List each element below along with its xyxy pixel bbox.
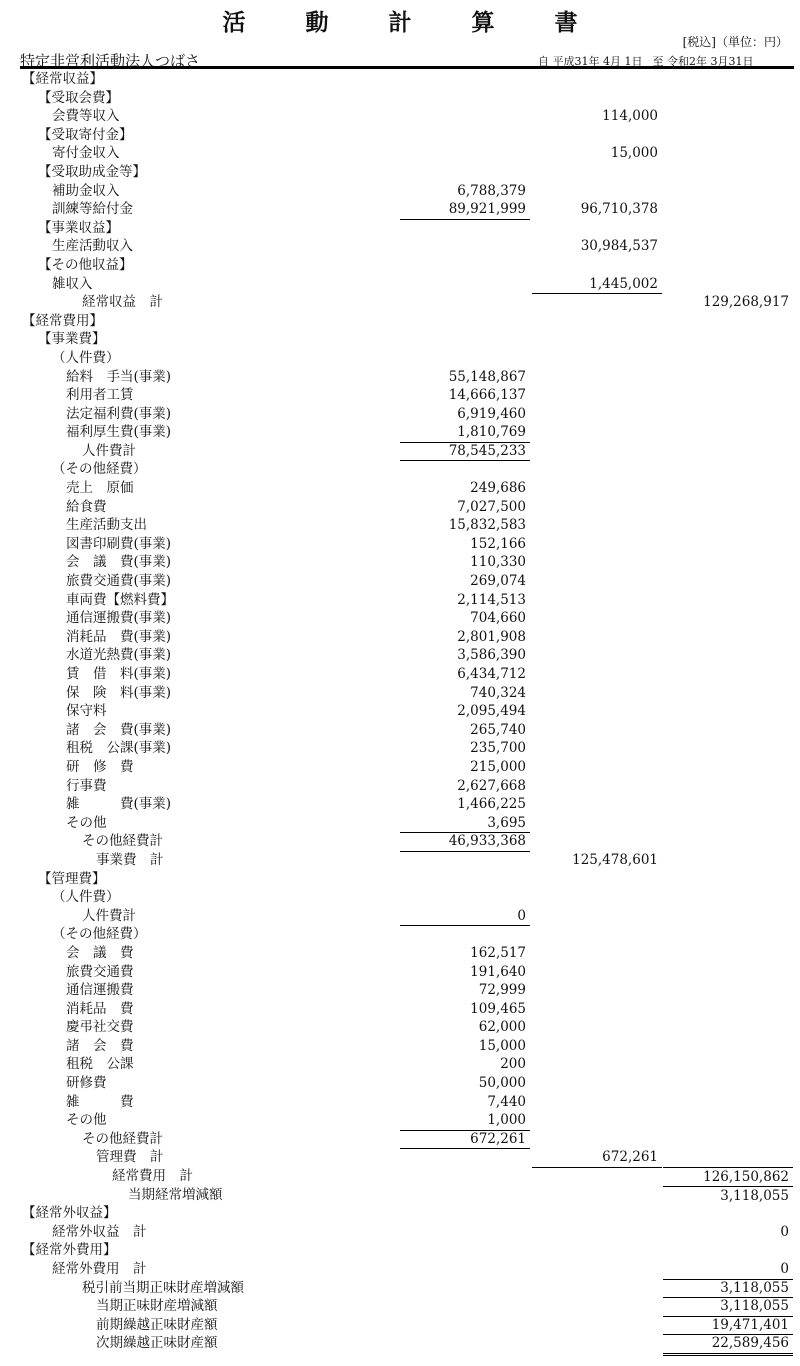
amount-c1: 269,074 — [470, 573, 526, 590]
table-row — [0, 1297, 800, 1316]
table-row — [0, 442, 800, 461]
table-row — [0, 535, 800, 554]
table-row — [0, 144, 800, 163]
table-row — [0, 126, 800, 145]
row-label: 旅費交通費 — [66, 963, 134, 980]
table-row — [0, 1186, 800, 1205]
amount-c1: 162,517 — [470, 944, 526, 961]
row-label: 利用者工賃 — [66, 387, 134, 404]
period-to: 至 令和2年 3月31日 — [652, 55, 754, 68]
row-label: 福利厚生費(事業) — [66, 424, 172, 441]
table-row — [0, 832, 800, 851]
amount-c1: 109,465 — [470, 1000, 526, 1017]
amount-c1: 2,801,908 — [457, 628, 526, 645]
table-row — [0, 777, 800, 796]
amount-c1: 15,832,583 — [448, 517, 526, 534]
row-label: 会 議 費(事業) — [66, 554, 172, 571]
table-row — [0, 758, 800, 777]
table-row — [0, 498, 800, 517]
amount-c3: 129,268,917 — [703, 294, 789, 311]
amount-c1: 72,999 — [478, 982, 526, 999]
row-label: 会費等収入 — [52, 108, 120, 125]
row-label: 訓練等給付金 — [52, 201, 133, 218]
row-label: 生産活動支出 — [66, 517, 147, 534]
row-label: 寄付金収入 — [52, 145, 120, 162]
amount-c3: 3,118,055 — [663, 1279, 793, 1299]
amount-c1: 704,660 — [470, 610, 526, 627]
table-row — [0, 721, 800, 740]
table-row — [0, 814, 800, 833]
amount-c1: 6,919,460 — [457, 405, 526, 422]
amount-c3: 19,471,401 — [663, 1316, 793, 1336]
amount-c3: 126,150,862 — [663, 1167, 793, 1187]
row-label: 給料 手当(事業) — [66, 368, 172, 385]
table-row — [0, 275, 800, 294]
table-row — [0, 870, 800, 889]
row-label: 当期正味財産増減額 — [96, 1298, 218, 1315]
table-row — [0, 256, 800, 275]
amount-c1: 0 — [400, 907, 530, 927]
table-row — [0, 684, 800, 703]
row-label: 研修費 — [66, 1075, 107, 1092]
document-title: 活 動 計 算 書 — [222, 10, 604, 36]
row-label: 図書印刷費(事業) — [66, 535, 172, 552]
amount-c2: 1,445,002 — [532, 275, 662, 295]
table-row — [0, 963, 800, 982]
amount-c1: 265,740 — [470, 721, 526, 738]
row-label: 保守料 — [66, 703, 107, 720]
row-label: 諸 会 費(事業) — [66, 721, 172, 738]
table-row — [0, 1111, 800, 1130]
amount-c2: 672,261 — [532, 1148, 662, 1168]
amount-c1: 215,000 — [470, 758, 526, 775]
table-row — [0, 1074, 800, 1093]
amount-c2: 96,710,378 — [580, 201, 658, 218]
row-label: 研 修 費 — [66, 758, 134, 775]
row-label: 雑収入 — [52, 275, 93, 292]
row-label: 【管理費】 — [38, 870, 106, 887]
table-row — [0, 628, 800, 647]
row-label: （その他経費） — [52, 461, 147, 478]
row-label: その他 — [66, 814, 107, 831]
amount-c1: 1,810,769 — [400, 423, 530, 443]
amount-c3: 3,118,055 — [663, 1186, 793, 1206]
row-label: 雑 費(事業) — [66, 796, 172, 813]
amount-c1: 55,148,867 — [448, 368, 526, 385]
table-row — [0, 200, 800, 219]
table-row — [0, 1037, 800, 1056]
amount-c2: 15,000 — [610, 145, 658, 162]
row-label: 【その他収益】 — [38, 256, 133, 273]
table-row — [0, 163, 800, 182]
row-label: 事業費 計 — [96, 851, 164, 868]
table-row — [0, 70, 800, 89]
table-row — [0, 182, 800, 201]
row-label: 【受取寄付金】 — [38, 126, 133, 143]
row-label: 【経常外費用】 — [22, 1242, 117, 1259]
amount-c1: 110,330 — [470, 554, 526, 571]
table-row — [0, 665, 800, 684]
table-row — [0, 312, 800, 331]
amount-c1: 6,434,712 — [457, 666, 526, 682]
table-row — [0, 1148, 800, 1167]
row-label: 【受取助成金等】 — [38, 163, 146, 180]
table-row — [0, 479, 800, 498]
amount-c1: 3,695 — [400, 814, 530, 834]
header-rule — [20, 66, 794, 69]
table-row — [0, 739, 800, 758]
row-label: 保 険 料(事業) — [66, 684, 172, 701]
table-row — [0, 368, 800, 387]
row-label: 売上 原価 — [66, 480, 134, 497]
table-row — [0, 888, 800, 907]
row-label: 賃 借 料(事業) — [66, 666, 172, 682]
amount-c1: 672,261 — [400, 1130, 530, 1150]
table-row — [0, 944, 800, 963]
table-row — [0, 1316, 800, 1335]
amount-c1: 2,114,513 — [457, 591, 526, 608]
table-row — [0, 553, 800, 572]
table-row — [0, 1018, 800, 1037]
amount-c1: 46,933,368 — [400, 832, 530, 852]
amount-c2: 114,000 — [602, 108, 658, 125]
row-label: 【事業費】 — [38, 331, 106, 348]
amount-c1: 89,921,999 — [400, 200, 530, 220]
row-label: 水道光熱費(事業) — [66, 647, 172, 664]
table-row — [0, 89, 800, 108]
amount-c1: 6,788,379 — [457, 182, 526, 199]
amount-c3: 22,589,456 — [663, 1334, 793, 1356]
row-label: 通信運搬費(事業) — [66, 610, 172, 627]
row-label: 当期経常増減額 — [128, 1186, 223, 1203]
row-label: 経常外収益 計 — [52, 1223, 147, 1240]
amount-c1: 15,000 — [478, 1037, 526, 1054]
amount-c1: 2,627,668 — [457, 777, 526, 794]
table-row — [0, 1204, 800, 1223]
row-label: 消耗品 費(事業) — [66, 628, 172, 645]
row-label: （人件費） — [52, 889, 120, 906]
table-row — [0, 386, 800, 405]
table-row — [0, 405, 800, 424]
table-row — [0, 572, 800, 591]
statement-table — [0, 70, 800, 1353]
row-label: 次期繰越正味財産額 — [96, 1335, 218, 1352]
table-row — [0, 1130, 800, 1149]
amount-c3: 3,118,055 — [663, 1297, 793, 1317]
amount-c1: 235,700 — [470, 740, 526, 757]
row-label: 【経常外収益】 — [22, 1205, 117, 1222]
table-row — [0, 591, 800, 610]
amount-c1: 740,324 — [470, 684, 526, 701]
table-row — [0, 1055, 800, 1074]
table-row — [0, 516, 800, 535]
row-label: 雑 費 — [66, 1093, 134, 1110]
row-label: 車両費【燃料費】 — [66, 591, 174, 608]
table-row — [0, 1260, 800, 1279]
amount-c1: 191,640 — [470, 963, 526, 980]
row-label: 【経常収益】 — [22, 71, 103, 87]
table-row — [0, 851, 800, 870]
table-row — [0, 907, 800, 926]
row-label: 経常外費用 計 — [52, 1261, 147, 1277]
row-label: 税引前当期正味財産増減額 — [82, 1279, 244, 1296]
table-row — [0, 293, 800, 312]
amount-c1: 62,000 — [478, 1019, 526, 1036]
table-row — [0, 1279, 800, 1298]
amount-c1: 3,586,390 — [457, 647, 526, 664]
row-label: 会 議 費 — [66, 944, 134, 961]
row-label: 租税 公課(事業) — [66, 740, 172, 757]
table-row — [0, 646, 800, 665]
amount-c1: 7,440 — [487, 1093, 526, 1110]
amount-c3: 0 — [780, 1223, 789, 1240]
table-row — [0, 460, 800, 479]
unit-note: [税込]（単位：円） — [682, 35, 788, 49]
amount-c1: 78,545,233 — [400, 442, 530, 462]
row-label: 旅費交通費(事業) — [66, 573, 172, 590]
table-row — [0, 981, 800, 1000]
amount-c1: 1,466,225 — [457, 796, 526, 813]
row-label: 給食費 — [66, 498, 107, 515]
table-row — [0, 609, 800, 628]
table-row — [0, 1241, 800, 1260]
amount-c2: 125,478,601 — [572, 851, 658, 868]
table-row — [0, 925, 800, 944]
row-label: 消耗品 費 — [66, 1000, 134, 1017]
amount-c1: 152,166 — [470, 535, 526, 552]
row-label: （人件費） — [52, 349, 120, 366]
row-label: （その他経費） — [52, 926, 147, 943]
amount-c3: 0 — [663, 1260, 793, 1280]
row-label: その他経費計 — [82, 833, 163, 850]
table-row — [0, 349, 800, 368]
table-row — [0, 1223, 800, 1242]
row-label: 人件費計 — [82, 442, 136, 459]
row-label: 通信運搬費 — [66, 982, 134, 999]
row-label: 管理費 計 — [96, 1149, 164, 1166]
table-row — [0, 330, 800, 349]
row-label: 諸 会 費 — [66, 1037, 134, 1054]
row-label: 補助金収入 — [52, 182, 120, 199]
row-label: 生産活動収入 — [52, 238, 133, 255]
row-label: その他 — [66, 1112, 107, 1129]
amount-c1: 2,095,494 — [457, 703, 526, 720]
table-row — [0, 107, 800, 126]
amount-c1: 50,000 — [478, 1075, 526, 1092]
amount-c1: 249,686 — [470, 480, 526, 497]
table-row — [0, 795, 800, 814]
row-label: 【事業収益】 — [38, 219, 119, 236]
table-row — [0, 1334, 800, 1353]
organization-name: 特定非営利活動法人つばさ — [20, 52, 201, 70]
amount-c1: 1,000 — [400, 1111, 530, 1131]
period-from: 自 平成31年 4月 1日 — [538, 55, 643, 68]
row-label: 経常収益 計 — [82, 294, 163, 311]
row-label: その他経費計 — [82, 1130, 163, 1147]
row-label: 行事費 — [66, 777, 107, 794]
row-label: 【受取会費】 — [38, 89, 119, 106]
row-label: 前期繰越正味財産額 — [96, 1316, 218, 1333]
table-row — [0, 423, 800, 442]
row-label: 人件費計 — [82, 907, 136, 924]
row-label: 【経常費用】 — [22, 312, 103, 329]
amount-c2: 30,984,537 — [580, 238, 658, 255]
amount-c1: 7,027,500 — [457, 498, 526, 515]
table-row — [0, 237, 800, 256]
row-label: 経常費用 計 — [112, 1168, 193, 1185]
table-row — [0, 1167, 800, 1186]
amount-c1: 14,666,137 — [448, 387, 526, 404]
table-row — [0, 219, 800, 238]
table-row — [0, 1093, 800, 1112]
amount-c1: 200 — [500, 1056, 526, 1073]
row-label: 租税 公課 — [66, 1056, 134, 1073]
table-row — [0, 1000, 800, 1019]
row-label: 法定福利費(事業) — [66, 405, 172, 422]
row-label: 慶弔社交費 — [66, 1019, 134, 1036]
table-row — [0, 702, 800, 721]
